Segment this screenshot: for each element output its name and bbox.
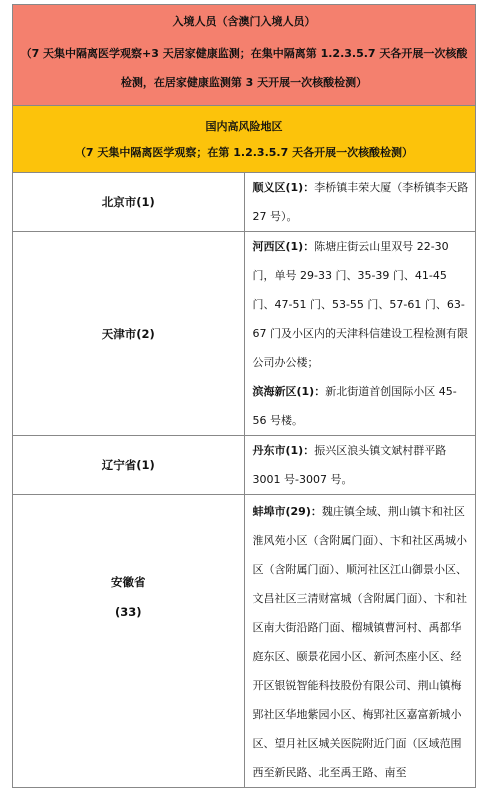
entry-header-row [13, 5, 476, 106]
district-label: 蚌埠市(29)： [252, 505, 322, 518]
district-label: 顺义区(1)： [252, 181, 315, 194]
domestic-header-title: 国内高风险地区 [205, 120, 283, 133]
table-row [13, 495, 476, 788]
table-row [13, 232, 476, 436]
risk-area-table [12, 4, 476, 788]
table-row [13, 436, 476, 495]
detail-cell [244, 436, 476, 495]
detail-cell [244, 232, 476, 436]
entry-header-title: 入境人员（含澳门入境人员） [172, 15, 316, 28]
province-cell: 北京市(1) [13, 173, 245, 232]
table-row [13, 173, 476, 232]
places-text: 新北街道首创国际小区 45-56 号楼。 [252, 385, 457, 427]
places-text: 振兴区浪头镇文斌村群平路 3001 号-3007 号。 [252, 444, 447, 486]
detail-entry [253, 232, 470, 377]
domestic-header-policy: （7 天集中隔离医学观察；在第 1.2.3.5.7 天各开展一次核酸检测） [74, 146, 414, 159]
district-label: 丹东市(1)： [252, 444, 315, 457]
document-page [12, 4, 476, 788]
entry-header-policy: （7 天集中隔离医学观察+3 天居家健康监测；在集中隔离第 1.2.3.5.7 天各开展一次核酸检测，在居家健康监测第 3 天开展一次核酸检测） [20, 47, 468, 89]
province-cell [13, 495, 245, 788]
district-label: 滨海新区(1)： [252, 385, 326, 398]
domestic-header-cell [13, 106, 476, 173]
places-text: 陈塘庄街云山里双号 22-30 门，单号 29-33 门、35-39 门、41-45 门、47-51 门、53-55 门、57-61 门、63-67 门及小区内的天津科信建设工程检测有限公司办公楼； [252, 240, 468, 369]
province-cell: 辽宁省(1) [13, 436, 245, 495]
places-text: 李桥镇丰荣大厦（李桥镇李天路 27 号）。 [252, 181, 469, 223]
detail-cell [244, 173, 476, 232]
province-name: 安徽省 [111, 575, 146, 589]
domestic-header-row [13, 106, 476, 173]
province-count: (33) [114, 605, 142, 619]
detail-cell [244, 495, 476, 788]
district-label: 河西区(1)： [252, 240, 315, 253]
entry-header-cell [13, 5, 476, 106]
detail-entry [253, 377, 470, 435]
province-cell: 天津市(2) [13, 232, 245, 436]
places-text: 魏庄镇全域、荆山镇卞和社区淮风苑小区（含附属门面）、卞和社区禹城小区（含附属门面）、顺河社区江山御景小区、文昌社区三清财富城（含附属门面）、卞和社区南大街沿路门面、榴城镇曹河村、禹都华庭东区、颐景花园小区、新河杰座小区、经开区银锐智能科技股份有限公司、荆山镇梅郢社区华地紫园小区、梅郢社区嘉富新城小区、望月社区城关医院附近门面（区域范围西至新民路、北至禹王路、南至 [252, 505, 467, 779]
